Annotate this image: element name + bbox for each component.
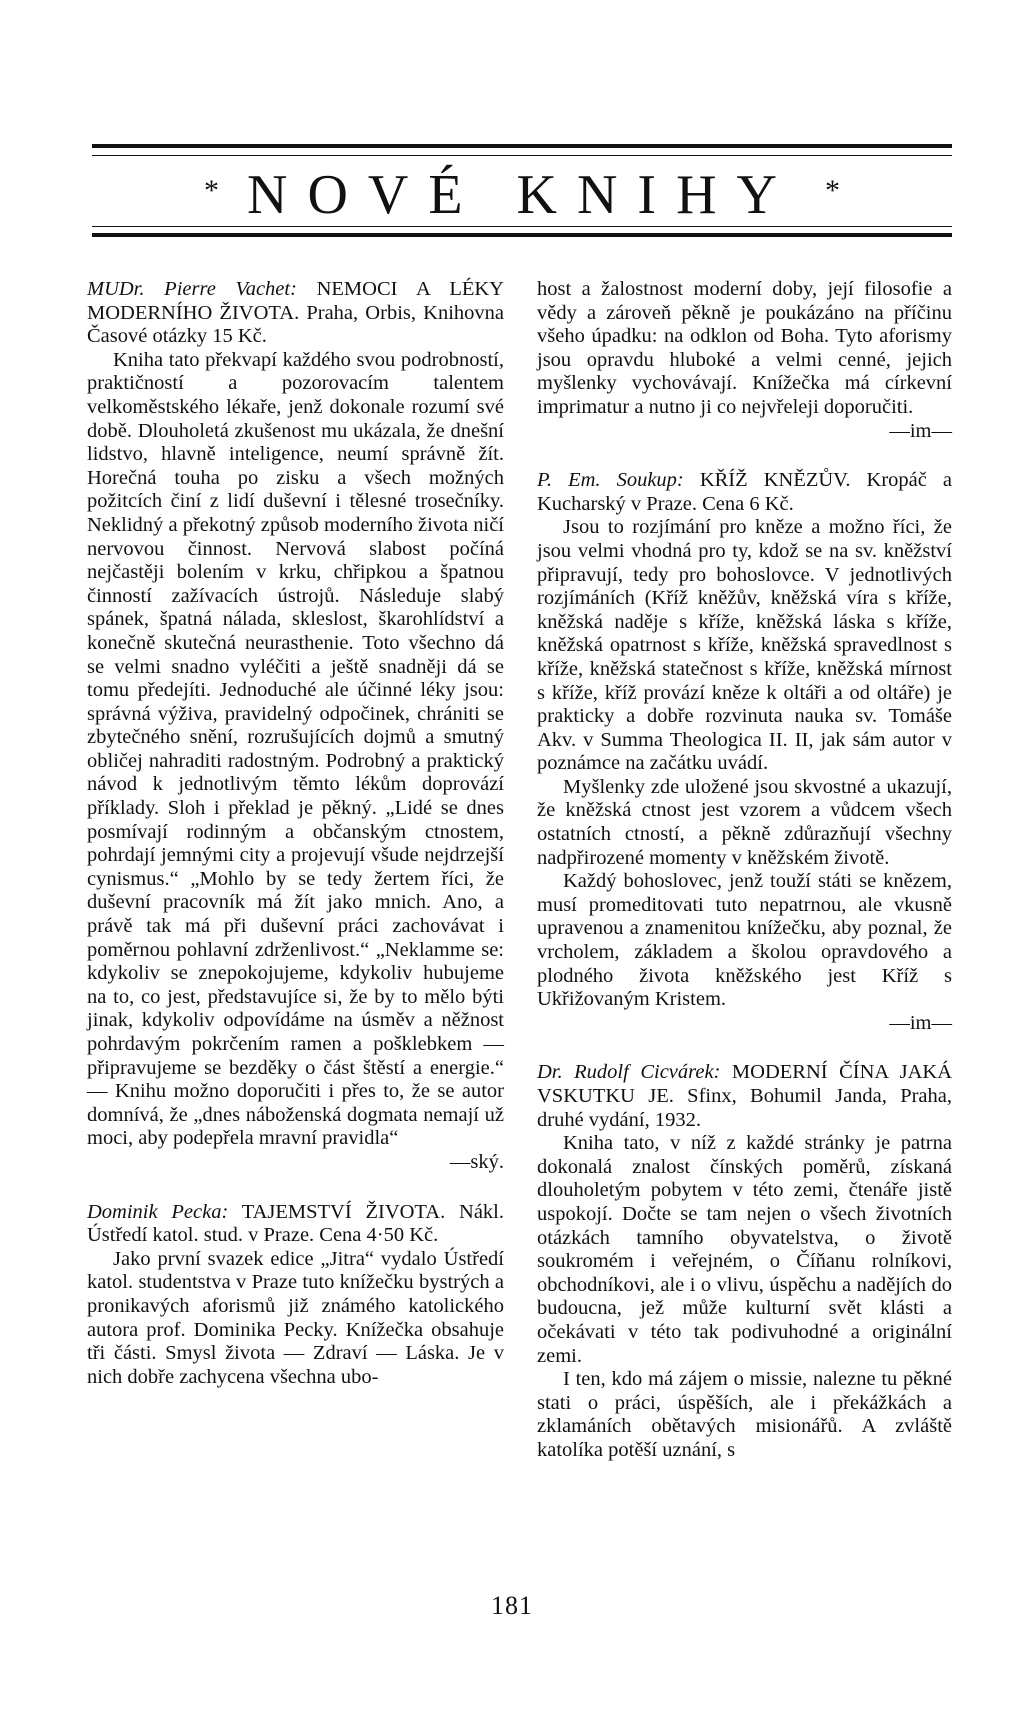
review-kriz-knezuv xyxy=(537,469,952,1035)
review-paragraph: Kniha tato překvapí každého svou podrobností, praktičností a pozorovacím talentem velkoměstského lékaře, jenž dokonale rozumí své době. Dlouholetá zkušenost mu ukázala, že dnešní lidstvo, hlavně inteligence, neumí správně žít. Horečná touha po zisku a všech možných požitcích činí z lidí duševní i tělesné trosečníky. Neklidný a překotný způsob moderního života ničí nervovou činnost. Nervová slabost počíná nejčastěji bolením v krku, chřipkou a špatnou činností zažívacích ústrojů. Následuje slabý spánek, špatná nálada, skleslost, škarohlídství a konečně skutečná neurasthenie. Toto všechno dá se velmi snadno vyléčiti a ještě snadněji dá se tomu předejíti. Jednoduché ale účinné léky jsou: správná výživa, pravidelný odpočinek, chrániti se zbytečného snění, rozrušujících dojmů a smutný obličej nahraditi radostným. Podrobný a praktický návod k jednotlivým těmto lékům doprovází příklady. Sloh i překlad je pěkný. „Lidé se dnes posmívají rodinným a občanským ctnostem, pohrdají jemnými city a projevují všude nejdrzejší cynismus.“ „Mohlo by se tedy žertem říci, že duševní pracovník má žít jako mnich. Ano, a právě tak má při duševní práci zachovávat i poměrnou pohlavní zdrženlivost.“ „Neklamme se: kdykoliv se znepokojujeme, kdykoliv hubujeme na to, co jest, představujíce si, že by to mělo býti jinak, kdykoliv odpovídáme na úsměv a něžnost pohrdavým pokrčením ramen a pošklebkem — připravujeme se bezděky o část štěstí a energie.“ — Knihu možno doporučiti i přes to, že se autor domnívá, že „dnes náboženská dogmata nemají už moci, aby podepřela mravní pravidla“ xyxy=(87,348,504,1150)
review-paragraph: Jsou to rozjímání pro kněze a možno říci, že jsou velmi vhodná pro ty, kdož se na sv. kněžství připravují, tedy pro bohoslovce. V jednotlivých rozjímáních (Kříž kněžův, kněžská víra s kříže, kněžská naděje s kříže, kněžská láska s kříže, kněžská opatrnost s kříže, kněžská spravedlnost s kříže, kněžská statečnost s kříže, kněžská mírnost s kříže, kříž provází kněze k oltáři a od oltáře) je prakticky a dobře rozvinuta nauka sv. Tomáše Akv. v Summa Theologica II. II, jak sám autor v poznámce na začátku uvádí. xyxy=(537,516,952,775)
review-paragraph: Kniha tato, v níž z každé stránky je patrna dokonalá znalost čínských poměrů, získaná dlouholetým pobytem v této zemi, čtenáře jistě uspokojí. Dočte se tam nejen o všech životních otázkách tamního obyvatelstva, o životě soukromém i veřejném, o Číňanu rolníkovi, obchodníkovi, ale i o vlivu, úspěchu a nadějích do budoucna, jež může kulturní svět klásti a očekávati v této tak podivuhodné a originální zemi. xyxy=(537,1132,952,1367)
review-title: NEMOCI A LÉKY MODERNÍHO ŽIVOTA. Praha, Orbis, Knihovna Časové otázky 15 Kč. xyxy=(87,278,504,348)
review-paragraph: I ten, kdo má zájem o missie, nalezne tu pěkné stati o práci, úspěších, ale i překážkách a zklamáních obětavých misionářů. A zvláště katolíka potěší uznání, s xyxy=(537,1368,952,1461)
review-tajemstvi-zivota-continued xyxy=(537,278,952,443)
review-author: Dominik Pecka: xyxy=(87,1200,229,1223)
review-signature: —ský. xyxy=(449,1150,504,1173)
left-column xyxy=(87,278,504,1415)
bottom-rule-thin xyxy=(92,226,952,227)
review-author: MUDr. Pierre Vachet: xyxy=(87,278,297,300)
review-nemoci-a-leky xyxy=(87,278,504,1175)
bottom-rule-thick xyxy=(92,233,952,237)
review-paragraph: Jako první svazek edice „Jitra“ vydalo Ústředí katol. studentstva v Praze tuto knížečku bystrých a pronikavých aforismů již známého katolického autora prof. Dominika Pecky. Knížečka obsahuje tři části. Smysl života — Zdraví — Láska. Je v nich dobře zachycena všechna ubo- xyxy=(87,1247,504,1388)
review-moderni-cina xyxy=(537,1061,952,1462)
review-heading xyxy=(87,1201,504,1248)
review-signature: —im— xyxy=(889,419,952,442)
review-heading xyxy=(537,1061,952,1132)
page-number: 181 xyxy=(491,1591,533,1620)
review-title: MODERNÍ ČÍNA JAKÁ VSKUTKU JE. Sfinx, Bohumil Janda, Praha, druhé vydání, 1932. xyxy=(537,1061,952,1131)
review-paragraph: Každý bohoslovec, jenž touží státi se knězem, musí promeditovati tuto nepatrnou, ale vkusně upravenou a znamenitou knížečku, aby poznal, že vrcholem, základem a školou opravdového a plodného života kněžského jest Kříž s Ukřižovaným Kristem. xyxy=(537,870,952,1011)
section-header xyxy=(92,166,952,224)
review-paragraph: host a žalostnost moderní doby, její filosofie a vědy a zároveň pěkně je poukázáno na příčinu všeho úpadku: na odklon od Boha. Tyto aforismy jsou opravdu hluboké a velmi cenné, jejich myšlenky vychovávají. Knížečka má církevní imprimatur a nutno ji co nejvřeleji doporučiti. xyxy=(537,278,952,418)
star-ornament-right: * xyxy=(824,174,840,207)
review-title: TAJEMSTVÍ ŽIVOTA. Nákl. Ústředí katol. stud. v Praze. Cena 4·50 Kč. xyxy=(87,1200,505,1247)
review-heading xyxy=(537,469,952,516)
review-paragraph: Myšlenky zde uložené jsou skvostné a ukazují, že kněžská ctnost jest vzorem a vůdcem všech ostatních ctností, a pěkně zdůrazňují všechny nadpřirozené momenty v kněžském životě. xyxy=(537,775,952,869)
review-author: Dr. Rudolf Cicvárek: xyxy=(537,1061,721,1084)
review-title: KŘÍŽ KNĚZŮV. Kropáč a Kucharský v Praze. Cena 6 Kč. xyxy=(537,469,953,515)
review-heading xyxy=(87,278,504,349)
star-ornament-left: * xyxy=(204,174,220,207)
top-rule-thin xyxy=(92,155,952,156)
review-signature: —im— xyxy=(889,1011,952,1034)
section-title: NOVÉ KNIHY xyxy=(247,164,797,226)
right-column xyxy=(537,278,952,1489)
review-tajemstvi-zivota xyxy=(87,1201,504,1390)
review-author: P. Em. Soukup: xyxy=(537,469,684,492)
top-rule-thick xyxy=(92,144,952,148)
